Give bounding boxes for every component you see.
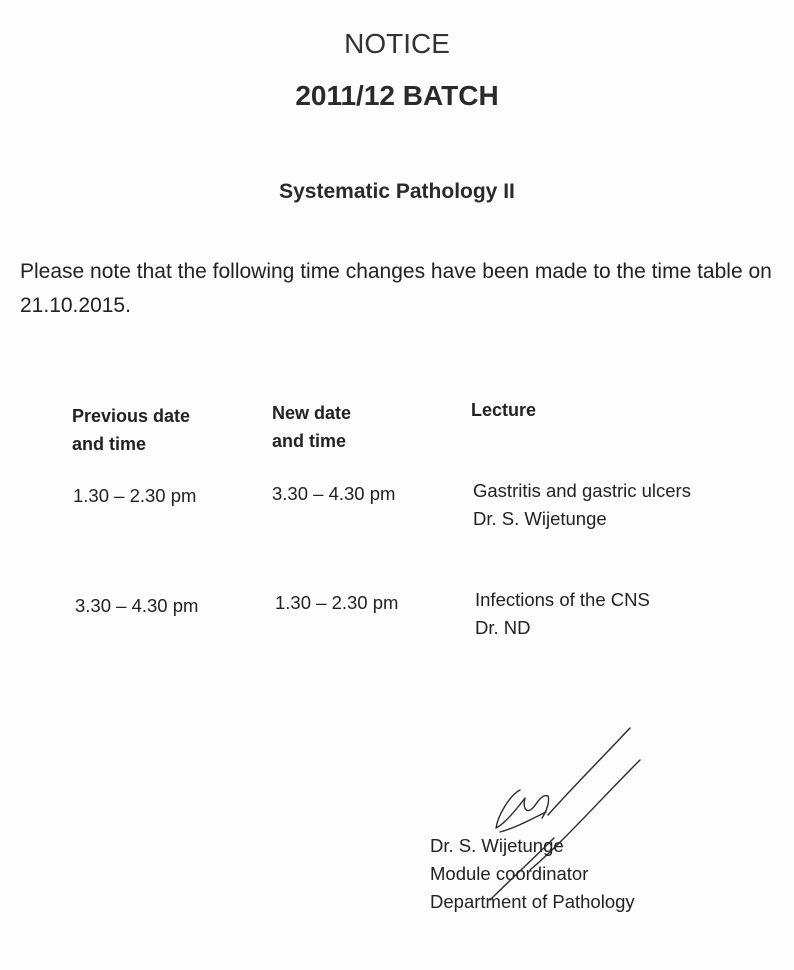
row1-lecture: [473, 477, 691, 533]
row2-lecturer: Dr. ND: [475, 617, 531, 638]
header-previous-line2: and time: [72, 434, 147, 454]
header-lecture: [471, 396, 536, 424]
subject-title: Systematic Pathology II: [279, 180, 515, 203]
header-new-line2: and time: [272, 431, 347, 451]
header-previous: [72, 402, 190, 458]
intro-paragraph: Please note that the following time changes have been made to the time table on 21.10.2015.: [20, 260, 772, 317]
notice-title: NOTICE: [344, 28, 450, 59]
row2-previous: 3.30 – 4.30 pm: [75, 595, 199, 616]
row1-lecture-title: Gastritis and gastric ulcers: [473, 480, 691, 501]
signatory-department: Department of Pathology: [430, 891, 635, 912]
header-new-line1: New date: [272, 403, 352, 423]
row2-lecture-title: Infections of the CNS: [475, 589, 650, 610]
row2-lecture: [475, 586, 650, 642]
signatory-name: Dr. S. Wijetunge: [430, 835, 564, 856]
header-new: [272, 399, 351, 455]
row2-new: 1.30 – 2.30 pm: [275, 592, 399, 613]
header-previous-line1: Previous date: [72, 406, 191, 426]
signatory-role: Module coordinator: [430, 863, 589, 884]
row1-new: 3.30 – 4.30 pm: [272, 483, 396, 504]
batch-title: 2011/12 BATCH: [295, 80, 499, 111]
row1-lecturer: Dr. S. Wijetunge: [473, 508, 607, 529]
header-lecture-label: Lecture: [471, 400, 537, 420]
signature-block: [430, 832, 635, 916]
row1-previous: 1.30 – 2.30 pm: [73, 485, 197, 506]
